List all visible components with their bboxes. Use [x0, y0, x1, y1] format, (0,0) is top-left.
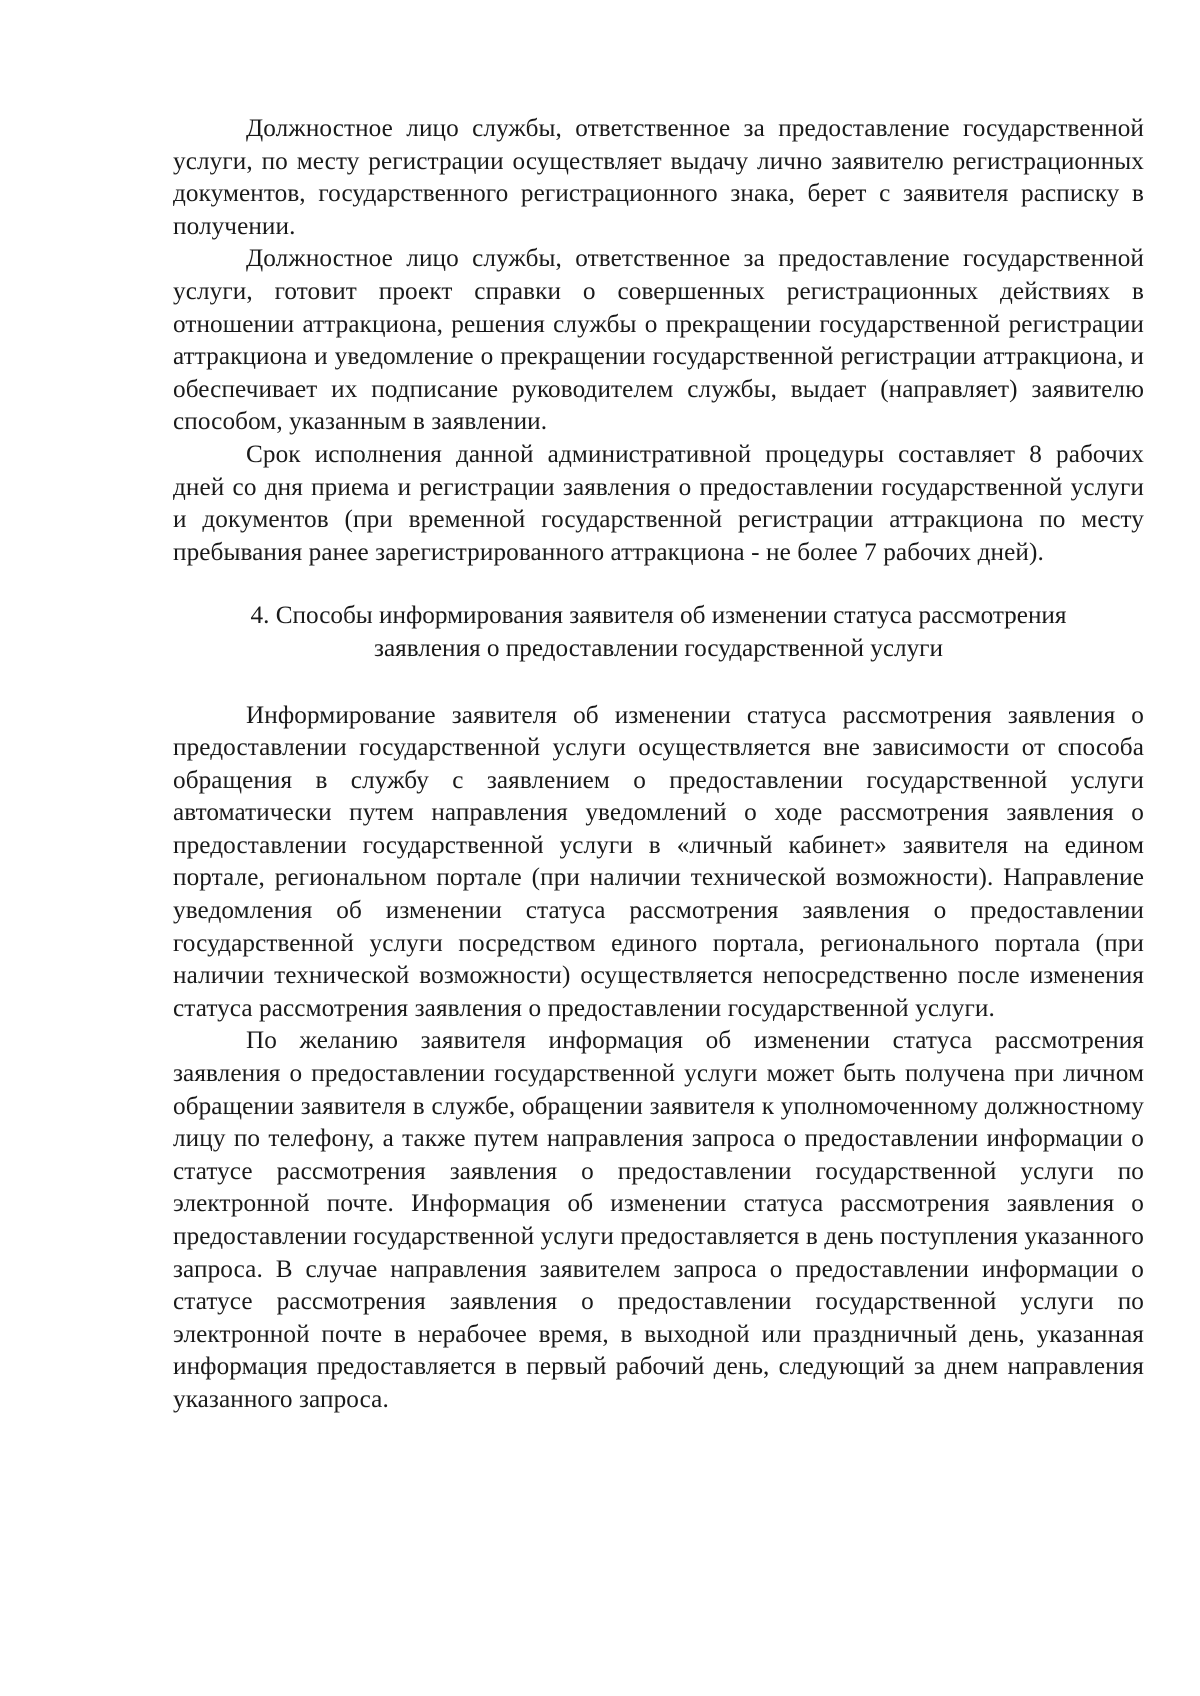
paragraph-procedure-term: Срок исполнения данной административной процедуры составляет 8 рабочих дней со дня приема и регистрации заявления о предоставлении государственной услуги и документов (при временной государственной регистрации аттракциона по месту пребывания ранее зарегистрированного аттракциона - не более 7 рабочих дней). — [173, 440, 1144, 566]
section-heading-line-1: 4. Способы информирования заявителя об изменении статуса рассмотрения — [250, 602, 1067, 630]
paragraph-status-request: По желанию заявителя информация об изменении статуса рассмотрения заявления о предоставлении государственной услуги может быть получена при личном обращении заявителя в службе, обращении заявителя к уполномоченному должностному лицу по телефону, а также путем направления запроса о предоставлении информации о статусе рассмотрения заявления о предоставлении государственной услуги по электронной почте. Информация об изменении статуса рассмотрения заявления о предоставлении государственной услуги предоставляется в день поступления указанного запроса. В случае направления заявителем запроса о предоставлении информации о статусе рассмотрения заявления о предоставлении государственной услуги по электронной почте в нерабочее время, в выходной или праздничный день, указанная информация предоставляется в первый рабочий день, следующий за днем направления указанного запроса. — [173, 1027, 1144, 1413]
document-page — [173, 113, 1144, 1417]
paragraph-status-notification: Информирование заявителя об изменении статуса рассмотрения заявления о предоставлении государственной услуги осуществляется вне зависимости от способа обращения в службу с заявлением о предоставлении государственной услуги автоматически путем направления уведомлений о ходе рассмотрения заявления о предоставлении государственной услуги в «личный кабинет» заявителя на едином портале, региональном портале (при наличии технической возможности). Направление уведомления об изменении статуса рассмотрения заявления о предоставлении государственной услуги посредством единого портала, регионального портала (при наличии технической возможности) осуществляется непосредственно после изменения статуса рассмотрения заявления о предоставлении государственной услуги. — [173, 701, 1144, 1022]
section-heading-line-2: заявления о предоставлении государственной услуги — [374, 634, 943, 662]
paragraph-certificate-preparation: Должностное лицо службы, ответственное за предоставление государственной услуги, готовит проект справки о совершенных регистрационных действиях в отношении аттракциона, решения службы о прекращении государственной регистрации аттракциона и уведомление о прекращении государственной регистрации аттракциона, и обеспечивает их подписание руководителем службы, выдает (направляет) заявителю способом, указанным в заявлении. — [173, 245, 1144, 436]
section-heading — [173, 600, 1144, 665]
paragraph-issuance: Должностное лицо службы, ответственное за предоставление государственной услуги, по месту регистрации осуществляет выдачу лично заявителю регистрационных документов, государственного регистрационного знака, берет с заявителя расписку в получении. — [173, 115, 1144, 240]
